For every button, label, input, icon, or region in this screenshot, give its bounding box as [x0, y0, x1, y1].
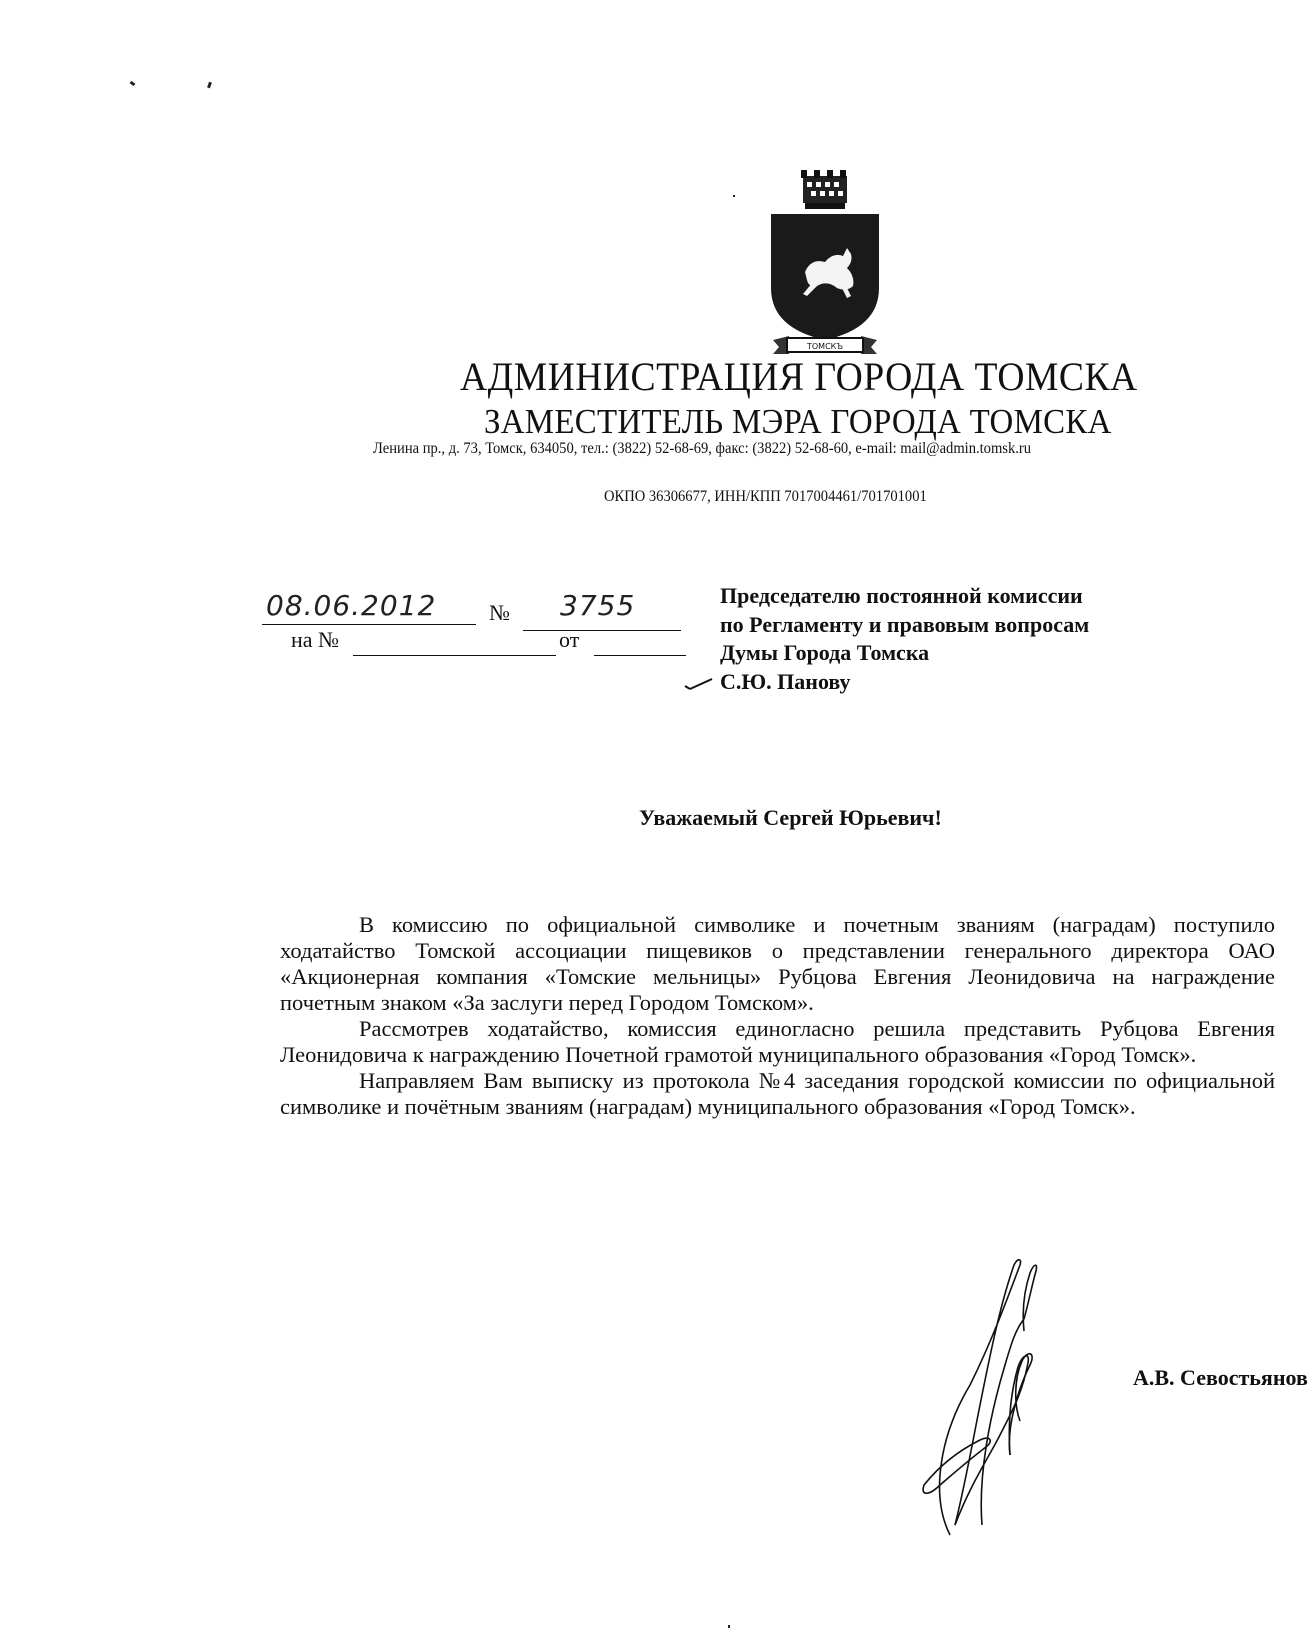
motto-ribbon	[773, 336, 877, 354]
org-name: АДМИНИСТРАЦИЯ ГОРОДА ТОМСКА	[460, 354, 1138, 399]
scan-mark	[728, 1625, 730, 1628]
date-underline	[262, 624, 476, 625]
position-title: ЗАМЕСТИТЕЛЬ МЭРА ГОРОДА ТОМСКА	[484, 402, 1112, 441]
addressee-line: Председателю постоянной комиссии	[720, 583, 1083, 608]
reference-underline	[353, 655, 556, 656]
greeting: Уважаемый Сергей Юрьевич!	[639, 805, 942, 830]
body-paragraph: Рассмотрев ходатайство, комиссия единогласно решила представить Рубцова Евгения Леонидовича к награждению Почетной грамотой муниципального образования «Город Томск».	[280, 1016, 1275, 1067]
addressee-line: Думы Города Томска	[720, 640, 930, 665]
signer-name: А.В. Севостьянов	[1133, 1365, 1308, 1390]
checkmark-icon	[684, 676, 714, 690]
addressee-line: по Регламенту и правовым вопросам	[720, 611, 1090, 637]
handwritten-signature	[910, 1245, 1080, 1545]
reference-from-label: от	[559, 627, 580, 652]
body-paragraph: В комиссию по официальной символике и почетным званиям (наградам) поступило ходатайство Томской ассоциации пищевиков о представлении генерального директора ОАО «Акционерная компания «Томские мельницы» Рубцова Евгения Леонидовича на награждение почетным знаком «За заслуги перед Городом Томском».	[280, 912, 1275, 1015]
number-underline	[523, 630, 681, 631]
letter-body	[280, 912, 1275, 1120]
from-underline	[594, 655, 686, 656]
address-line: Ленина пр., д. 73, Томск, 634050, тел.: (3822) 52-68-69, факс: (3822) 52-68-60, e-mail: mail@admin.tomsk.ru	[373, 440, 1031, 457]
handwritten-date: 08.06.2012	[266, 589, 437, 622]
scan-mark	[733, 195, 735, 197]
addressee-name: С.Ю. Панову	[720, 668, 851, 694]
handwritten-number: 3755	[560, 589, 636, 622]
coat-of-arms-emblem	[767, 168, 883, 358]
crown-icon	[801, 170, 847, 209]
number-label: №	[489, 600, 510, 625]
body-paragraph: Направляем Вам выписку из протокола №4 заседания городской комиссии по официальной символике и почётным званиям (наградам) муниципального образования «Город Томск».	[280, 1068, 1275, 1119]
emblem-motto: ТОМСКЪ	[806, 342, 844, 351]
addressee-block	[720, 582, 1089, 696]
codes-line: ОКПО 36306677, ИНН/КПП 7017004461/701701001	[604, 488, 927, 505]
reference-label: на №	[291, 627, 340, 652]
scan-mark	[130, 81, 136, 86]
scan-mark	[207, 82, 212, 89]
